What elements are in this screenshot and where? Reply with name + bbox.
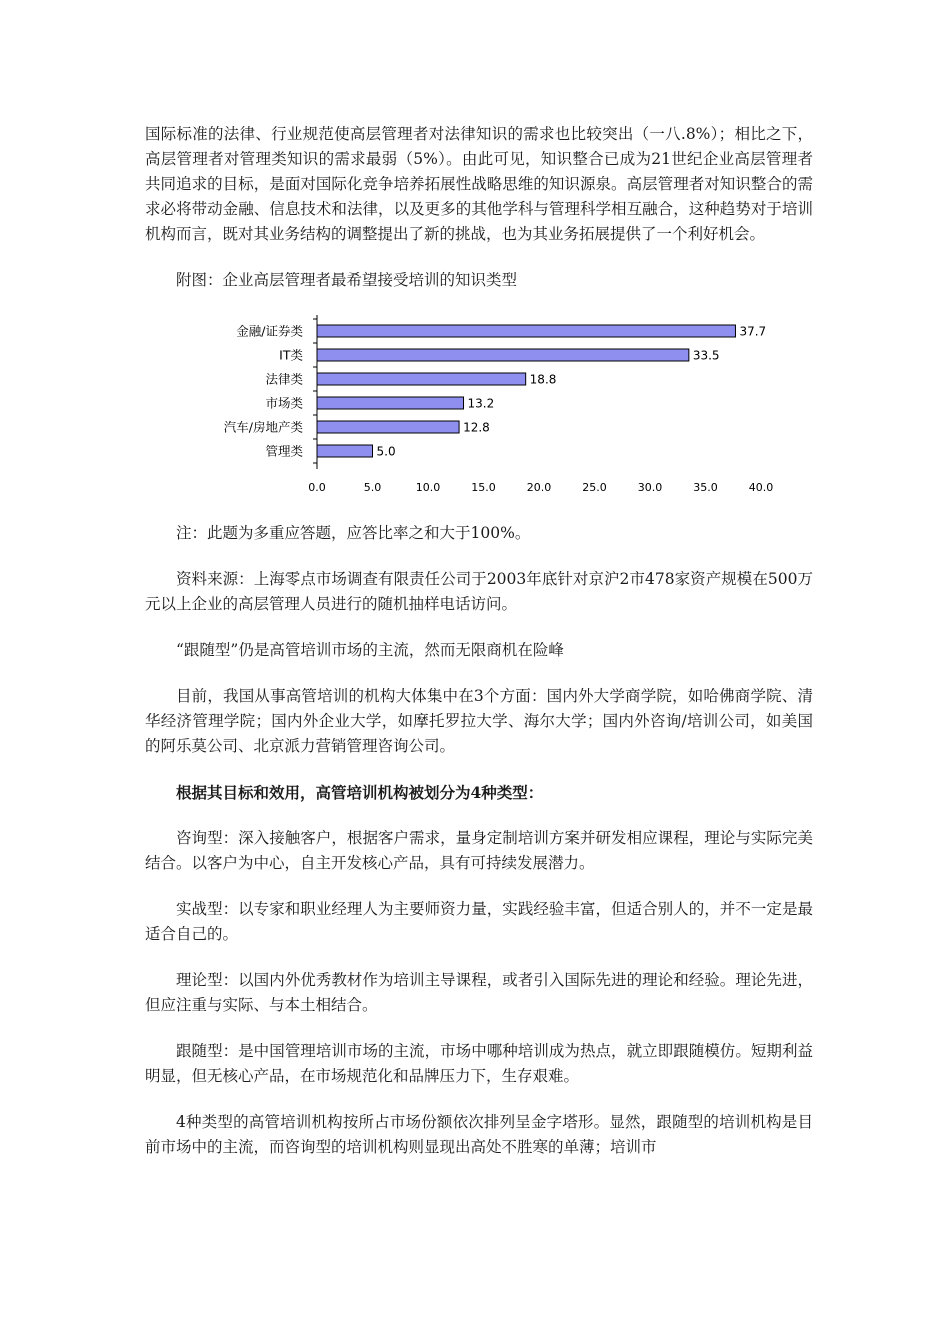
x-tick-label: 30.0: [637, 481, 663, 494]
category-label: 法律类: [265, 371, 303, 387]
value-label: 18.8: [529, 372, 557, 387]
bar: [317, 373, 526, 385]
closing-paragraph: 4种类型的高管培训机构按所占市场份额依次排列呈金字塔形。显然，跟随型的培训机构是目前市场中的主流，而咨询型的培训机构则显现出高处不胜寒的单薄；培训市: [145, 1113, 813, 1156]
type-theoretical: 理论型：以国内外优秀教材作为培训主导课程，或者引入国际先进的理论和经验。理论先进，但应注重与实际、与本土相结合。: [145, 971, 813, 1014]
category-label: 管理类: [265, 443, 303, 459]
data-source: 资料来源：上海零点市场调查有限责任公司于2003年底针对京沪2市478家资产规模在500万元以上企业的高层管理人员进行的随机抽样电话访问。: [145, 570, 813, 613]
value-label: 12.8: [463, 420, 490, 435]
category-label: 市场类: [265, 395, 303, 411]
institutions-paragraph: 目前，我国从事高管培训的机构大体集中在3个方面：国内外大学商学院，如哈佛商学院、清华经济管理学院；国内外企业大学，如摩托罗拉大学、海尔大学；国内外咨询/培训公司，如美国的阿乐莫公司、北京派力营销管理咨询公司。: [145, 687, 813, 755]
value-label: 13.2: [467, 396, 495, 411]
bar: [317, 445, 373, 457]
figure-caption: 附图：企业高层管理者最希望接受培训的知识类型: [176, 271, 518, 289]
types-heading: 根据其目标和效用，高管培训机构被划分为4种类型：: [176, 783, 544, 802]
category-label: 汽车/房地产类: [223, 419, 303, 435]
chart-note: 注：此题为多重应答题，应答比率之和大于100%。: [176, 524, 531, 542]
bar: [317, 349, 689, 361]
x-tick-label: 25.0: [582, 481, 607, 494]
bar: [317, 421, 459, 433]
value-label: 33.5: [692, 348, 720, 363]
x-tick-label: 0.0: [308, 481, 326, 494]
x-tick-label: 5.0: [363, 481, 382, 494]
value-label: 5.0: [376, 444, 396, 459]
type-follower: 跟随型：是中国管理培训市场的主流，市场中哪种培训成为热点，就立即跟随模仿。短期利益明显，但无核心产品，在市场规范化和品牌压力下，生存艰难。: [145, 1042, 813, 1085]
x-tick-label: 10.0: [415, 481, 441, 494]
x-tick-label: 35.0: [693, 481, 718, 494]
x-tick-label: 40.0: [748, 481, 774, 494]
section-heading: “跟随型”仍是高管培训市场的主流，然而无限商机在险峰: [176, 641, 564, 659]
document-page: [145, 122, 813, 1160]
x-tick-label: 15.0: [471, 481, 496, 494]
bar-chart: [145, 311, 813, 511]
bar-chart-svg: [145, 311, 813, 511]
type-practical: 实战型：以专家和职业经理人为主要师资力量，实践经验丰富，但适合别人的，并不一定是最适合自己的。: [145, 900, 813, 943]
type-consulting: 咨询型：深入接触客户，根据客户需求，量身定制培训方案并研发相应课程，理论与实际完美结合。以客户为中心，自主开发核心产品，具有可持续发展潜力。: [145, 829, 813, 872]
x-tick-label: 20.0: [526, 481, 552, 494]
category-label: 金融/证券类: [236, 323, 303, 339]
bar: [317, 397, 464, 409]
intro-paragraph: 国际标准的法律、行业规范使高层管理者对法律知识的需求也比较突出（一八.8%）；相比之下，高层管理者对管理类知识的需求最弱（5%）。由此可见，知识整合已成为21世纪企业高层管理者共同追求的目标，是面对国际化竞争培养拓展性战略思维的知识源泉。高层管理者对知识整合的需求必将带动金融、信息技术和法律，以及更多的其他学科与管理科学相互融合，这种趋势对于培训机构而言，既对其业务结构的调整提出了新的挑战，也为其业务拓展提供了一个利好机会。: [145, 125, 813, 243]
category-label: IT类: [279, 347, 303, 363]
bar: [317, 325, 735, 337]
value-label: 37.7: [739, 324, 767, 339]
